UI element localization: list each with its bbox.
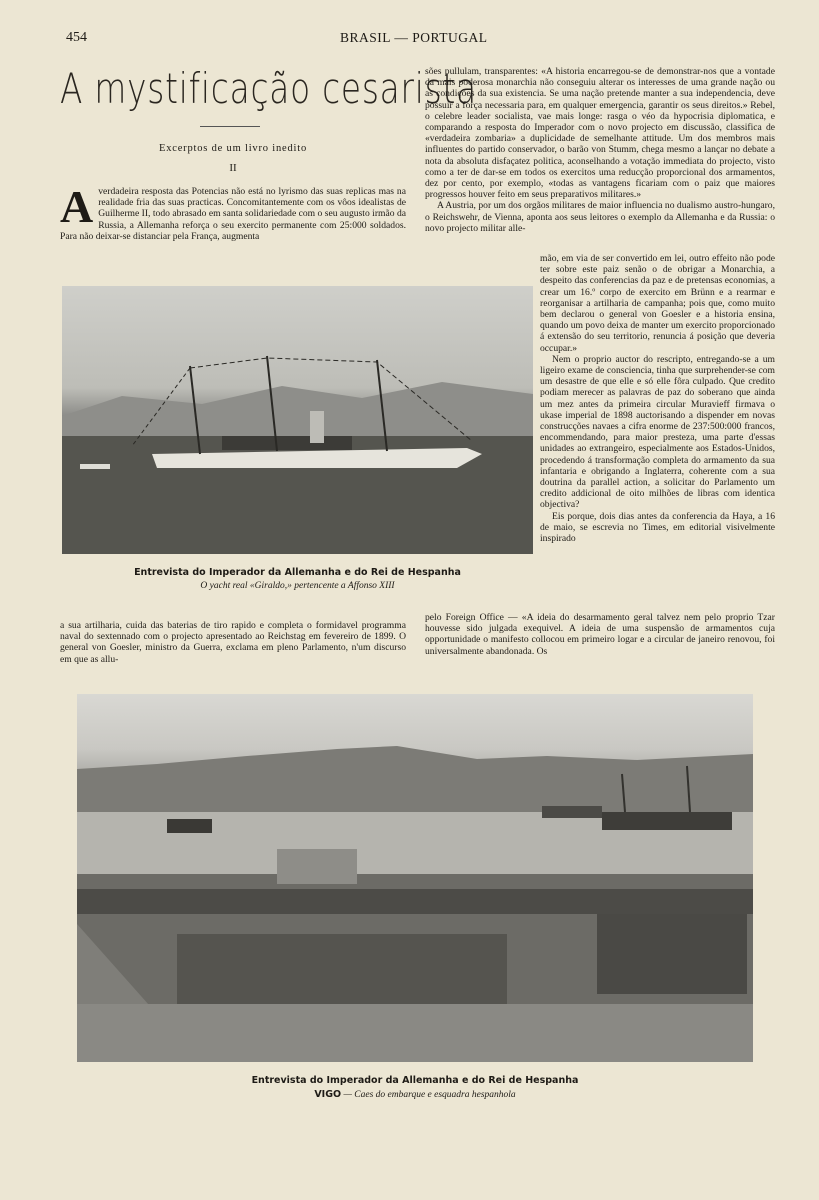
bottom-left-column (60, 620, 406, 665)
right-paragraph-1: sões pullulam, transparentes: «A historia encarregou-se de demonstrar-nos que a vontade da mais poderosa monarchia não conseguiu alterar os interesses de uma grande nação ou as condições da sua existencia. Se uma nação pretende manter a sua independencia, deve possuir a força necessaria para, em qualquer emergencia, garantir os seus direitos.» Rebel, o celebre leader socialista, vae mais longe: rasga o véo da hypocrisia diplomatica, e comparando a resposta do Imperador com o novo projecto em discussão, classifica de «verdadeira zombaria» a duplicidade de semelhante attitude. Um dos membros mais influentes do partido conservador, o barão von Stumm, chega mesmo a lançar no debate a nota da absoluta disfaçatez politica, aconselhando a votação immediata do projecto, visto como a ter de dar-se em todos os exercitos uma reducção proporcional dos armamentos, dez por cento, por exemplo, «todas as vantagens ficariam com o paiz que maiores progressos houver feito em seus preparativos militares.» (425, 66, 775, 201)
right-narrow-paragraph-2: Nem o proprio auctor do rescripto, entregando-se a um ligeiro exame de consciencia, tinha que surprehender-se com um desastre de que elle e só elle fôra culpado. Que credito podiam merecer as palavras de paz do soberano que ainda um mez antes da primeira circular Muravieff firmava o ukase imperial de 1898 auctorisando a dispender em novas construcções navaes a cifra enorme de 237:500:000 francos, encommendando, para maior presteza, uma parte d'essas unidades ao extrangeiro, especialmente aos Estados-Unidos, procedendo á transformação completa do armamento da sua infantaria e obrigando a Inglaterra, coherente com a sua doutrina da parallel action, a solicitar do Parlamento um credito addicional de oito milhões de libras com identica objectiva? (540, 353, 775, 511)
lede-text: verdadeira resposta das Potencias não está no lyrismo das suas replicas mas na realidade fria das suas practicas. Concomitantemente com os vôos idealistas de Guilherme II, todo abrasado em santa solidariedade com o seu augusto irmão da Russia, a Allemanha reforça o seu exercito permanente com 25:000 soldados. Para não deixar-se distanciar pela França, augmenta (60, 186, 406, 242)
vigo-harbour-photo (77, 694, 753, 1062)
left-column (60, 62, 477, 242)
bottom-right-text: pelo Foreign Office — «A ideia do desarmamento geral talvez nem pelo proprio Tzar houvesse sido julgada exequivel. A ideia de uma suspensão de armamentos cuja opportunidade o manifesto collocou em primeiro logar e a circular de janeiro renovou, foi universalmente abandonada. Os (425, 612, 775, 657)
article-subtitle: Excerptos de um livro inedito (158, 143, 307, 154)
page-number: 454 (66, 30, 87, 45)
right-column (425, 66, 775, 234)
figure-2-caption (77, 1075, 753, 1100)
harbour-illustration (77, 694, 753, 1062)
yacht-illustration (62, 286, 533, 554)
figure-2-title: Entrevista do Imperador da Allemanha e do Rei de Hespanha (251, 1075, 579, 1086)
figure-1-caption (62, 567, 533, 591)
figure-2-place: VIGO (314, 1089, 342, 1100)
drop-cap: A (60, 181, 94, 232)
article-title: A mystificação cesarista (60, 64, 477, 113)
yacht-photo (62, 286, 533, 554)
right-narrow-paragraph-3: Eis porque, dois dias antes da conferencia da Haya, a 16 de maio, se escrevia no Times, em editorial visivelmente inspirado (540, 510, 775, 545)
right-paragraph-2: A Austria, por um dos orgãos militares de maior influencia no dualismo austro-hungaro, o Reichswehr, de Vienna, aponta aos seus leitores o exemplo da Allemanha e da Russia: o novo projecto militar alle- (425, 200, 775, 234)
right-narrow-column (540, 253, 775, 544)
title-divider (200, 126, 260, 127)
figure-2-description: — Caes do embarque e esquadra hespanhola (341, 1090, 516, 1100)
right-narrow-paragraph-1: mão, em via de ser convertido em lei, outro effeito não pode ter sobre este paiz senão o de obrigar a Monarchia, a despeito das conferencias da paz e de pretensas economias, a crear um 16.º corpo de exercito em Brünn e a rearmar e reorganisar a artilharia de campanha; pois que, como muito bem declarou o general von Goesler e a historia ensina, quando um povo deixa de manter um exercito proporcionado á extensão do seu territorio, renuncia á posição que deveria occupar.» (540, 253, 775, 354)
figure-1-title: Entrevista do Imperador da Allemanha e do Rei de Hespanha (134, 567, 461, 578)
figure-2-subtitle (77, 1089, 753, 1100)
page-header (60, 30, 760, 50)
running-title: BRASIL — PORTUGAL (340, 30, 488, 45)
figure-1-subtitle: O yacht real «Giraldo,» pertencente a Affonso XIII (200, 581, 395, 591)
lede-paragraph (60, 181, 406, 242)
bottom-right-column (425, 612, 775, 657)
bottom-left-text: a sua artilharia, cuida das baterias de tiro rapido e completa o formidavel programma naval do sextennado com o projecto apresentado ao Reichstag em fevereiro de 1899. O general von Goesler, ministro da Guerra, exclama em pleno Parlamento, n'um discurso em que as allu- (60, 620, 406, 665)
part-number: II (229, 162, 237, 174)
